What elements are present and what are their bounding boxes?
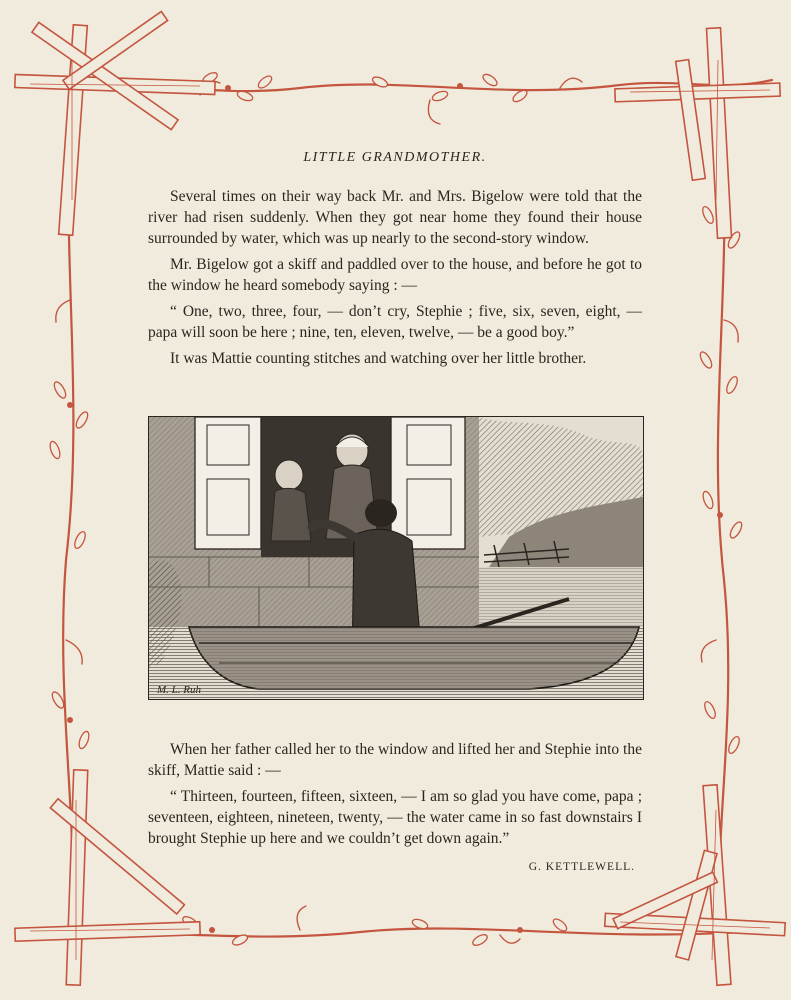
paragraph: “ One, two, three, four, — don’t cry, Stephie ; five, six, seven, eight, — papa will soon be here ; nine, ten, eleven, twelve, — be a good boy.” bbox=[148, 303, 642, 341]
engraving-illustration bbox=[148, 416, 644, 700]
author-signature: G. KETTLEWELL. bbox=[528, 861, 635, 873]
paragraph: It was Mattie counting stitches and watching over her little brother. bbox=[170, 350, 587, 367]
paragraph: When her father called her to the window and lifted her and Stephie into the skiff, Mattie said : — bbox=[148, 741, 642, 779]
story-text-top bbox=[148, 186, 642, 374]
illustration-drawing bbox=[149, 417, 643, 699]
paragraph: Mr. Bigelow got a skiff and paddled over to the house, and before he got to the window he heard somebody saying : — bbox=[148, 256, 642, 294]
story-text-bottom bbox=[148, 739, 642, 854]
paragraph: Several times on their way back Mr. and Mrs. Bigelow were told that the river had risen suddenly. When they got near home they found their house surrounded by water, which was up nearly to the second-story window. bbox=[148, 188, 642, 247]
paragraph: “ Thirteen, fourteen, fifteen, sixteen, — I am so glad you have come, papa ; seventeen, eighteen, nineteen, twenty, — the water came in so fast downstairs I brought Stephie up here and we couldn’t get down again.” bbox=[148, 788, 642, 847]
page-title: LITTLE GRANDMOTHER. bbox=[303, 150, 487, 165]
artist-mark: M. L. Ruh bbox=[157, 684, 201, 696]
